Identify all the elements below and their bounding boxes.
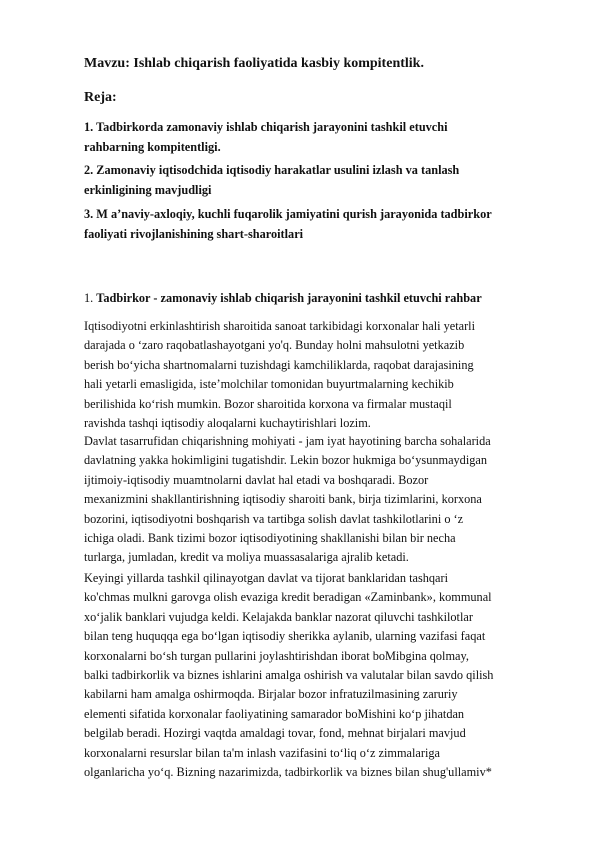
- plan-item-line: 1. Tadbirkorda zamonaviy ishlab chiqarish jarayonini tashkil etuvchi: [84, 120, 448, 134]
- section-number: 1.: [84, 291, 97, 305]
- paragraph-line: balki tadbirkorlik va biznes ishlarini amalga oshirish va valutalar bilan savdo qilish: [84, 668, 494, 683]
- paragraph-line: elementi sifatida korxonalar faoliyatining samarador boMishini ko‘p jihatdan: [84, 706, 465, 721]
- paragraph-line: hali yetarli emasligida, iste’molchilar tomonidan buyurtmalarning kechikib: [84, 377, 454, 392]
- paragraph-3: [84, 569, 540, 782]
- paragraph-line: Iqtisodiyotni erkinlashtirish sharoitida sanoat tarkibidagi korxonalar hali yetarli: [84, 319, 476, 333]
- paragraph-line: darajada o ‘zaro raqobatlashayotgani yo'q. Bunday holni mahsulotni yetkazib: [84, 338, 465, 353]
- plan-item-1: [84, 118, 540, 157]
- section-heading: [84, 289, 540, 309]
- paragraph-line: ko'chmas mulkni garovga olish evaziga kredit beradigan «Zaminbank», kommunal: [84, 590, 492, 605]
- paragraph-line: olganlaricha yo‘q. Bizning nazarimizda, tadbirkorlik va biznes bilan shug'ullamiv*: [84, 765, 492, 780]
- paragraph-line: korxonalarni resurslar bilan ta'm inlash vazifasini to‘liq o‘z zimmalariga: [84, 745, 440, 760]
- paragraph-line: ijtimoiy-iqtisodiy muamtnolarni davlat hal etadi va boshqaradi. Bozor: [84, 472, 429, 487]
- paragraph-line: ravishda tashqi iqtisodiy aloqalarni kuchaytirishlari lozim.: [84, 416, 371, 431]
- paragraph-line: ichiga oladi. Bank tizimi bozor iqtisodiyotining shakllanishi bilan bir necha: [84, 531, 456, 546]
- paragraph-line: korxonalarni bo‘sh turgan pullarini joylashtirishdan iborat boMibgina qolmay,: [84, 648, 469, 663]
- paragraph-line: Keyingi yillarda tashkil qilinayotgan davlat va tijorat banklaridan tashqari: [84, 571, 449, 585]
- paragraph-1: [84, 317, 540, 433]
- plan-label: Reja:: [84, 90, 117, 105]
- paragraph-line: berish bo‘yicha shartnomalarni tuzishdagi kamchiliklarda, raqobat darajasining: [84, 357, 474, 372]
- paragraph-line: kabilarni ham amalga oshirmoqda. Birjalar bozor infratuzilmasining zaruriy: [84, 687, 458, 702]
- paragraph-line: berilishida ko‘rish mumkin. Bozor sharoitida korxona va firmalar mustaqil: [84, 396, 452, 411]
- paragraph-line: Davlat tasarrufidan chiqarishning mohiyati - jam iyat hayotining barcha sohalarida: [84, 434, 491, 448]
- paragraph-line: bozorini, iqtisodiyotni boshqarish va tartibga solish davlat tashkilotlarini o ‘z: [84, 511, 464, 526]
- plan-item-line: 2. Zamonaviy iqtisodchida iqtisodiy harakatlar usulini izlash va tanlash: [84, 163, 460, 177]
- plan-item-line: erkinligining mavjudligi: [84, 182, 212, 197]
- paragraph-line: mexanizmini shakllantirishning iqtisodiy sharoiti bank, birja tizimlarini, korxona: [84, 492, 482, 507]
- paragraph-2: [84, 432, 540, 568]
- paragraph-line: xo‘jalik banklari vujudga keldi. Kelajakda banklar nazorat qiluvchi tashkilotlar: [84, 609, 473, 624]
- document-title: Mavzu: Ishlab chiqarish faoliyatida kasbiy kompitentlik.: [84, 56, 424, 71]
- plan-item-line: 3. M a’naviy-axloqiy, kuchli fuqarolik jamiyatini qurish jarayonida tadbirkor: [84, 207, 492, 221]
- paragraph-line: belgilab beradi. Hozirgi vaqtda amaldagi tovar, fond, mehnat birjalari mavjud: [84, 726, 466, 741]
- plan-item-2: [84, 161, 540, 200]
- paragraph-line: davlatning yakka hokimligini tugatishdir. Lekin bozor hukmiga bo‘ysunmaydigan: [84, 453, 487, 468]
- paragraph-line: bilan teng huquqqa ega bo‘lgan iqtisodiy sherikka aylanib, ularning vazifasi faqat: [84, 629, 486, 644]
- plan-item-line: rahbarning kompitentligi.: [84, 139, 221, 154]
- plan-item-3: [84, 205, 540, 244]
- plan-item-line: faoliyati rivojlanishining shart-sharoitlari: [84, 226, 304, 241]
- paragraph-line: turlarga, jumladan, kredit va moliya muassasalariga ajralib ketadi.: [84, 550, 409, 565]
- section-heading-text: Tadbirkor - zamonaviy ishlab chiqarish jarayonini tashkil etuvchi rahbar: [96, 291, 482, 305]
